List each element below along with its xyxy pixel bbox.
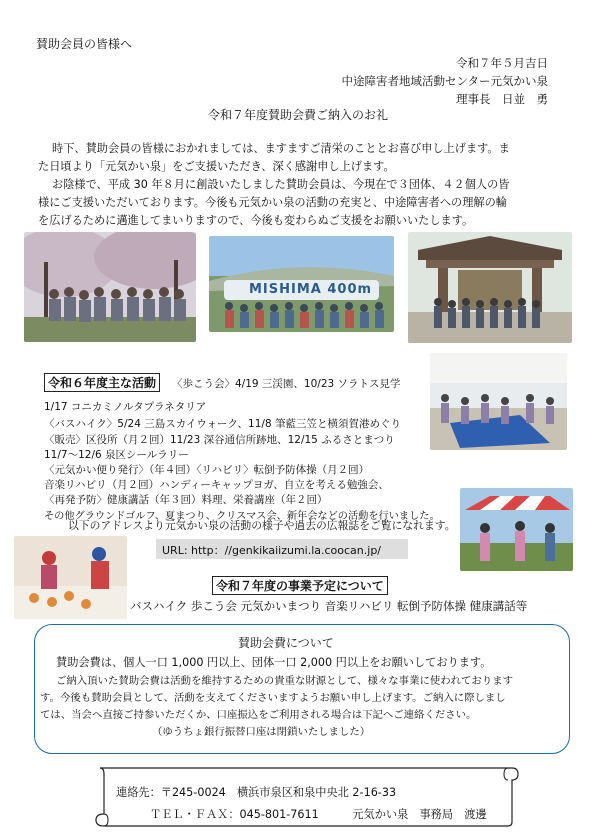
membership-line: ご納入頂いた賛助会費は活動を維持するための貴重な財源として、様々な事業に使われております [56,675,513,687]
photo-festival-tent [460,488,573,571]
activity-line: 〈販売〉区役所（月２回）11/23 深谷通信所跡地、12/15 ふるさとまつり [44,434,395,446]
photo-indoor-exercise [430,353,567,450]
activity-line: 〈再発予防〉健康講話（年３回）料理、栄養講座（年２回） [44,494,328,506]
membership-line: 賛助会費は、個人一口 1,000 円以上、団体一口 2,000 円以上をお願いしております。 [56,656,492,669]
activity-line: 1/17 コニカミノルタプラネタリア [44,401,207,413]
activity-line: 〈バスハイク〉5/24 三島スカイウォーク、11/8 筆藍三笠と横須賀港めぐり [44,418,401,430]
membership-line: （ゆうちょ銀行振替口座は閉鎖いたしました） [152,726,371,738]
membership-line: す。今後も賛助会員として、活動を支えてくださいますようお願い申し上げます。ご納入に際しまし [40,692,506,704]
greeting-line: を広げるために邁進してまいりますので、今後も変わらぬご支援をお願いいたします。 [38,214,474,227]
greeting-line: 時下、賛助会員の皆様におかれましては、ますますご清栄のこととお喜び申し上げます。ま [52,142,510,155]
plans-heading: 令和７年度の事業予定について [212,576,388,595]
website-url[interactable]: URL: http：//genkikaiizumi.la.coocan.jp/ [162,544,382,557]
activity-line: 〈元気かい便り発行〉（年４回）〈リハビリ〉転倒予防体操（月２回） [44,464,370,476]
contact-address: 連絡先：〒245-0024 横浜市泉区和泉中央北 2-16-33 [116,786,397,799]
activity-line: 〈歩こう会〉4/19 三渓園、10/23 ソラトス見学 [172,378,401,390]
greeting-line: た日頃より「元気かい泉」をご支援いただき、深く感謝申し上げます。 [38,160,395,173]
activities-heading: 令和６年度主な活動 [44,373,160,392]
plans-items: バスハイク 歩こう会 元気かいまつり 音楽リハビリ 転倒予防体操 健康講話等 [130,599,528,613]
greeting-line: お陰様で、平成 30 年８月に創設いたしました賛助会員は、今現在で３団体、４２個人の皆 [52,178,510,191]
membership-line: ては、当会へ直接ご持参いただくか、口座振込をご利用される場合は下記へご連絡ください。 [40,709,477,721]
photo-cooking-class [14,536,127,619]
salutation: 賛助会員の皆様へ [36,37,133,51]
photo-sign-text: MISHIMA 400m [249,282,373,297]
document-title: 令和７年度賛助会費ご納入のお礼 [208,108,389,122]
photo-temple-gate-group [408,232,572,343]
activity-line: その他グラウンドゴルフ、夏まつり、クリスマス会、新年会などの活動を行いました。 [44,511,440,522]
activity-line: 11/7～12/6 泉区シールラリー [44,449,189,461]
contact-phone: ＴＥＬ・ＦＡＸ：045-801-7611 元気かい泉 事務局 渡邊 [150,808,487,821]
photo-cherry-blossom-group [24,232,196,342]
activity-line: 音楽リハビリ（月２回）ハンディーキャップヨガ、自立を考える勉強会、 [44,479,389,491]
greeting-line: 様にご支援いただいております。今後も元気かい泉の活動の充実と、中途障害者への理解の輪 [38,196,507,209]
photo-mishima-skywalk-group [209,236,394,332]
membership-heading: 賛助会費について [238,636,334,650]
issue-date: 令和７年５月吉日 [456,56,548,70]
website-intro: 以下のアドレスより元気かい泉の活動の様子や過去の広報誌をご覧になれます。 [68,519,456,532]
representative: 理事長 日並 勇 [456,92,548,106]
organization-name: 中途障害者地域活動センター元気かい泉 [341,74,548,88]
